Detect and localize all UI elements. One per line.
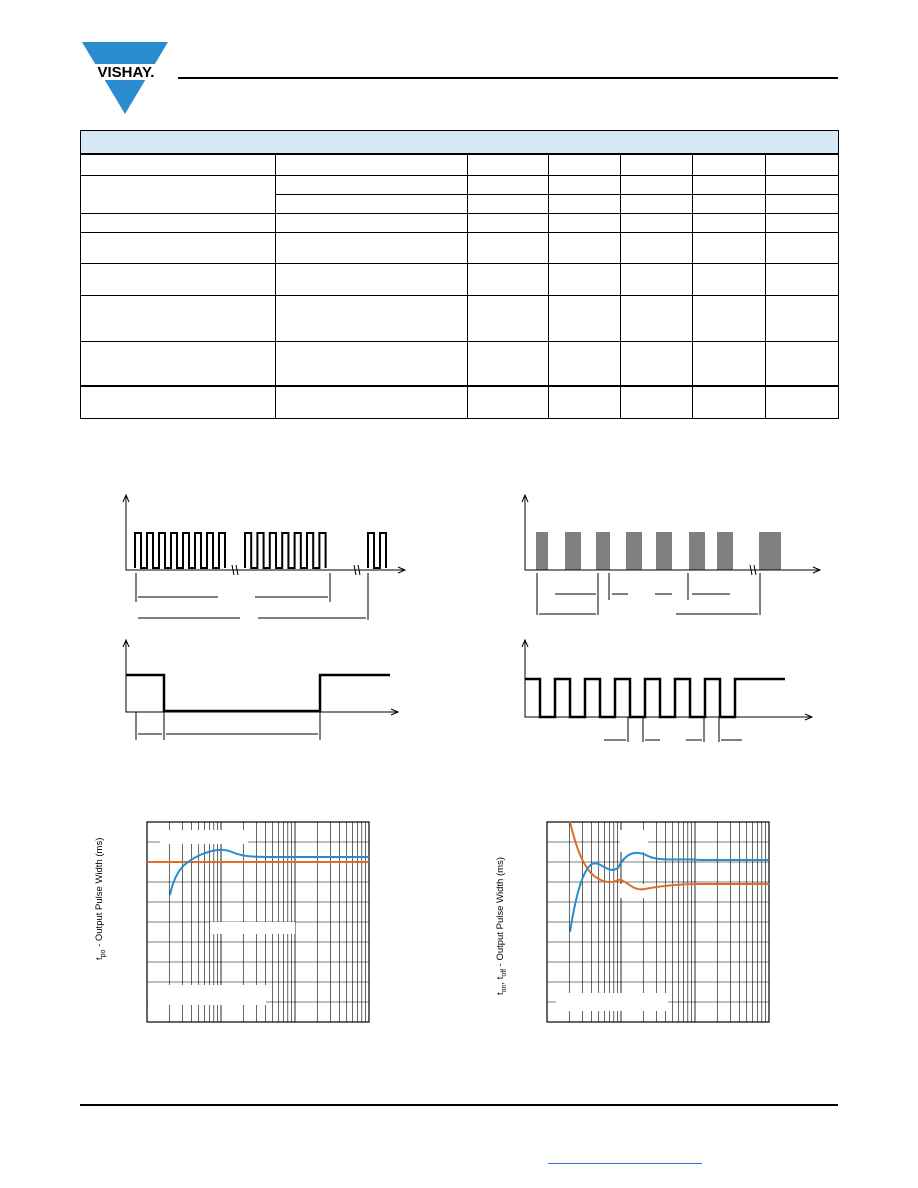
logo-text: VISHAY.: [97, 64, 155, 81]
condition-box: [556, 993, 668, 1011]
right-y-axis-label: $t_{on}$, $t_{off}$ - Output Pulse Width (ms): [495, 857, 508, 995]
burst-2: [245, 533, 326, 568]
footer-rule: [80, 1104, 838, 1106]
table-header-row: [81, 154, 839, 175]
label-box: [210, 922, 295, 934]
header-rule: [178, 77, 838, 79]
burst-1: [135, 533, 225, 568]
right-bursts: [537, 532, 780, 570]
table-title-row: [81, 131, 839, 155]
burst-3: [368, 533, 386, 568]
spec-table: [80, 130, 839, 419]
condition-box: [148, 985, 266, 1005]
graphs: [0, 800, 918, 1040]
left-y-axis-label: $t_{po}$ - Output Pulse Width (ms): [94, 837, 107, 960]
table-row: [81, 232, 839, 263]
table-row: [81, 295, 839, 341]
vishay-logo: [78, 40, 174, 116]
right-top-diagram: [522, 495, 820, 615]
right-bottom-diagram: [522, 640, 812, 742]
right-graph: [495, 822, 769, 1022]
left-top-diagram: [123, 495, 405, 620]
table-row: [81, 213, 839, 232]
left-bottom-diagram: [123, 640, 398, 740]
table-row: [81, 263, 839, 295]
left-graph: [94, 822, 369, 1022]
table-row: [81, 386, 839, 418]
legend-box: [160, 830, 248, 844]
timing-diagrams: [0, 480, 918, 750]
table-row: [81, 175, 839, 194]
footer-link-underline[interactable]: [548, 1163, 702, 1164]
table-row: [81, 341, 839, 386]
legend-box: [620, 830, 648, 852]
